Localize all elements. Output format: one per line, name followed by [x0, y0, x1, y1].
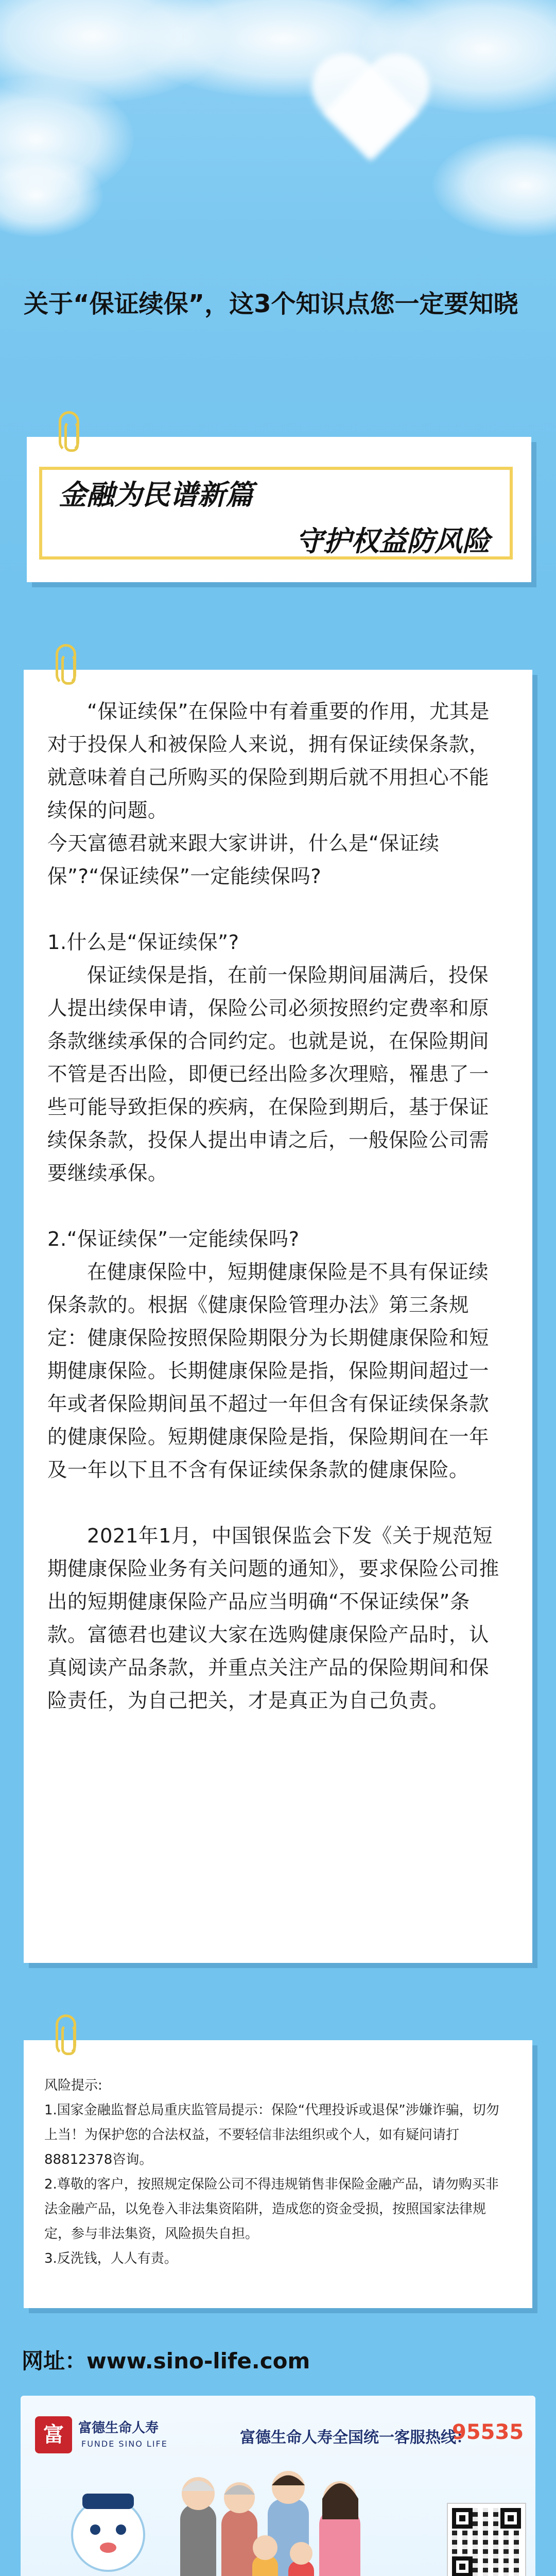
article-paragraph: 保证续保是指，在前一保险期间届满后，投保人提出续保申请，保险公司必须按照约定费率和原条款继续承保的合同约定。也就是说，在保险期间不管是否出险，即便已经出险多次理赔，罹患了一些可能导致拒保的疾病，在保险到期后，基于保证续保条款，投保人提出申请之后，一般保险公司需要继续承保。 [47, 964, 490, 1185]
article-paragraph: 在健康保险中，短期健康保险是不具有保证续保条款的。根据《健康保险管理办法》第三条规定：健康保险按照保险期限分为长期健康保险和短期健康保险。长期健康保险是指，保险期间超过一年或者保险期间虽不超过一年但含有保证续保条款的健康保险。短期健康保险是指，保险期间在一年及一年以下且不含有保证续保条款的健康保险。 [47, 1261, 490, 1482]
page-title: 关于“保证续保”，这3个知识点您一定要知晓 [24, 290, 518, 318]
section-heading: 2.“保证续保”一定能续保吗? [47, 1228, 300, 1251]
article-paragraph: 2021年1月，中国银保监会下发《关于规范短期健康保险业务有关问题的通知》，要求保险公司推出的短期健康保险产品应当明确“不保证续保”条款。富德君也建议大家在选购健康保险产品时，认真阅读产品条款，并重点关注产品的保险期间和保险责任，为自己把关，才是真正为自己负责。 [47, 1524, 499, 1713]
banner-line-2: 守护权益防风险 [296, 525, 490, 557]
risk-item: 2.尊敬的客户，按照规定保险公司不得违规销售非保险金融产品，请勿购买非法金融产品，以免卷入非法集资陷阱，造成您的资金受损，按照国家法律规定，参与非法集资，风险损失自担。 [44, 2177, 499, 2242]
paperclip-icon [59, 411, 79, 452]
paperclip-icon [56, 644, 76, 685]
risk-item: 1.国家金融监督总局重庆监管局提示：保险“代理投诉或退保”涉嫌诈骗，切勿上当！为保护您的合法权益，不要轻信非法组织或个人，如有疑问请打88812378咨询。 [44, 2103, 499, 2167]
hotline-number: 95535 [452, 2420, 524, 2444]
logo-name-en: FUNDE SINO LIFE [81, 2439, 168, 2449]
website-link[interactable]: 网址：www.sino-life.com [22, 2348, 310, 2374]
hotline-label: 富德生命人寿全国统一客服热线： [240, 2429, 472, 2447]
risk-item: 3.反洗钱，人人有责。 [44, 2251, 178, 2266]
risk-notice-card [24, 2040, 532, 2308]
family-illustration [51, 2458, 412, 2576]
article-paragraph: 今天富德君就来跟大家讲讲，什么是“保证续保”?“保证续保”一定能续保吗? [47, 832, 440, 888]
banner-card [27, 437, 531, 582]
logo-name-cn: 富德生命人寿 [78, 2420, 159, 2436]
cloud-heart-icon [309, 57, 432, 165]
company-ad-banner [21, 2396, 535, 2576]
qr-code[interactable] [448, 2504, 525, 2576]
article-paragraph: “保证续保”在保险中有着重要的作用，尤其是对于投保人和被保险人来说，拥有保证续保条款，就意味着自己所购买的保险到期后就不用担心不能续保的问题。 [47, 700, 490, 822]
paperclip-icon [56, 2014, 76, 2056]
banner-line-1: 金融为民谱新篇 [59, 479, 253, 511]
article-card [24, 670, 532, 1963]
logo-mark-icon: 富 [35, 2416, 72, 2453]
company-logo [35, 2416, 189, 2463]
section-heading: 1.什么是“保证续保”? [47, 931, 239, 954]
risk-heading: 风险提示: [44, 2078, 102, 2093]
